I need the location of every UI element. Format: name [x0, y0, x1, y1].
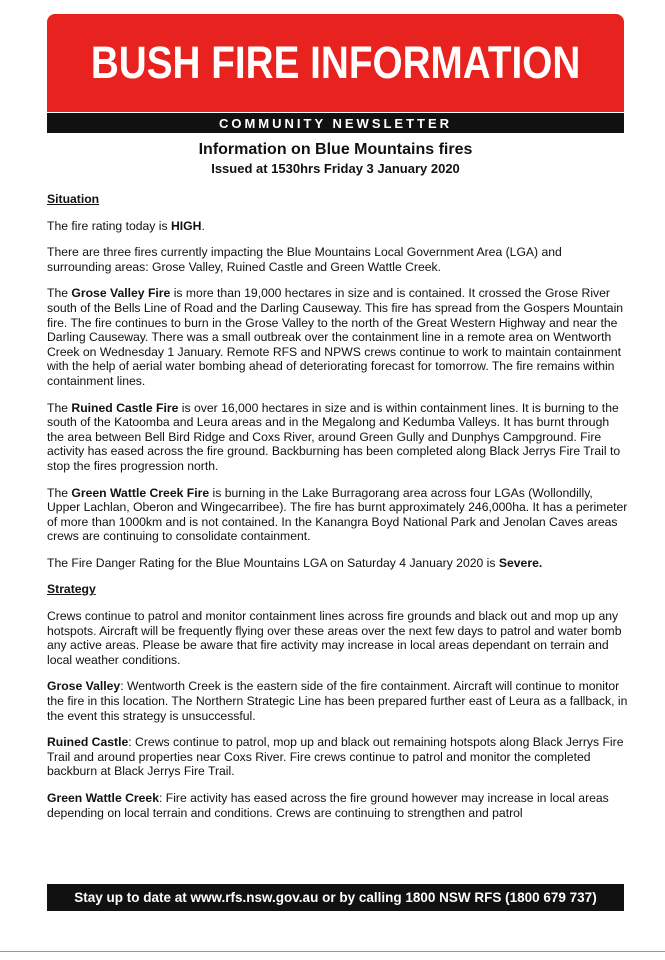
- strategy-paragraph-grose: Grose Valley: Wentworth Creek is the eastern side of the fire containment. Aircraft will continue to monitor the fire in this location. The Northern Strategic Line has been prepared further east of Leura as a fallback, in the event this strategy is unsuccessful.: [47, 679, 628, 723]
- strategy-paragraph-ruined: Ruined Castle: Crews continue to patrol, mop up and black out remaining hotspots along Black Jerrys Fire Trail and around properties near Coxs River. Fire crews continue to patrol and monitor the completed backburn at Black Jerrys Fire Trail.: [47, 735, 624, 779]
- footer-bar: [47, 884, 624, 911]
- strategy-paragraph-1: Crews continue to patrol and monitor containment lines across fire grounds and black out and mop up any hotspots. Aircraft will be frequently flying over these areas over the next few days to patrol and water bomb any active areas. Please be aware that fire activity may increase in local areas dependant on terrain and local weather conditions.: [47, 609, 622, 667]
- situation-paragraph-ruined: The Ruined Castle Fire is over 16,000 hectares in size and is within containment lines. It is burning to the south of the Katoomba and Leura areas and in the Megalong and Kedumba Valleys. It has burnt through the area between Bell Bird Ridge and Coxs River, around Green Gully and Dunphys Campground. Fire activity has eased across the fire ground. Backburning has been completed along Black Jerrys Fire Trail to stop the fires progression north.: [47, 400, 621, 473]
- situation-paragraph-2: There are three fires currently impacting the Blue Mountains Local Government Area (LGA) and surrounding areas: Grose Valley, Ruined Castle and Green Wattle Creek.: [47, 245, 562, 274]
- footer-text: Stay up to date at www.rfs.nsw.gov.au or by calling 1800 NSW RFS (1800 679 737): [74, 890, 597, 905]
- strategy-paragraph-green: Green Wattle Creek: Fire activity has eased across the fire ground however may increase in local areas depending on local terrain and conditions. Crews are continuing to strengthen and patrol: [47, 791, 609, 820]
- header-subtitle: COMMUNITY NEWSLETTER: [218, 115, 453, 131]
- page-divider: [0, 951, 665, 952]
- document-title: Information on Blue Mountains fires: [198, 141, 473, 158]
- header-title: BUSH FIRE INFORMATION: [90, 37, 581, 88]
- strategy-heading: Strategy: [47, 582, 96, 597]
- situation-paragraph-1: The fire rating today is HIGH.: [47, 218, 205, 233]
- issued-date: Issued at 1530hrs Friday 3 January 2020: [211, 161, 460, 176]
- header-banner: [47, 14, 624, 112]
- situation-paragraph-rating: The Fire Danger Rating for the Blue Mountains LGA on Saturday 4 January 2020 is Severe.: [47, 555, 543, 570]
- newsletter-body: [47, 192, 629, 832]
- situation-paragraph-grose: The Grose Valley Fire is more than 19,000 hectares in size and is contained. It crossed the Grose River south of the Bells Line of Road and the Darling Causeway. This fire has spread from the Gospers Mountain fire. The fire continues to burn in the Grose Valley to the north of the Great Western Highway and near the Darling Causeway. There was a small outbreak over the containment line in a remote area on Wentworth Creek on Wednesday 1 January. Remote RFS and NPWS crews continue to work to maintain containment with the help of aerial water bombing ahead of deteriorating forecast for tomorrow. The fire remains within containment lines.: [47, 286, 624, 388]
- situation-paragraph-green: The Green Wattle Creek Fire is burning in the Lake Burragorang area across four LGAs (Wollondilly, Upper Lachlan, Oberon and Wingecarribee). The fire has burnt approximately 246,000ha. It has a perimeter of more than 1000km and is not contained. In the Kanangra Boyd National Park and Jenolan Caves areas crews are continuing to consolidate containment.: [47, 485, 628, 544]
- situation-heading: Situation: [47, 192, 100, 206]
- subtitle-bar: [47, 113, 624, 133]
